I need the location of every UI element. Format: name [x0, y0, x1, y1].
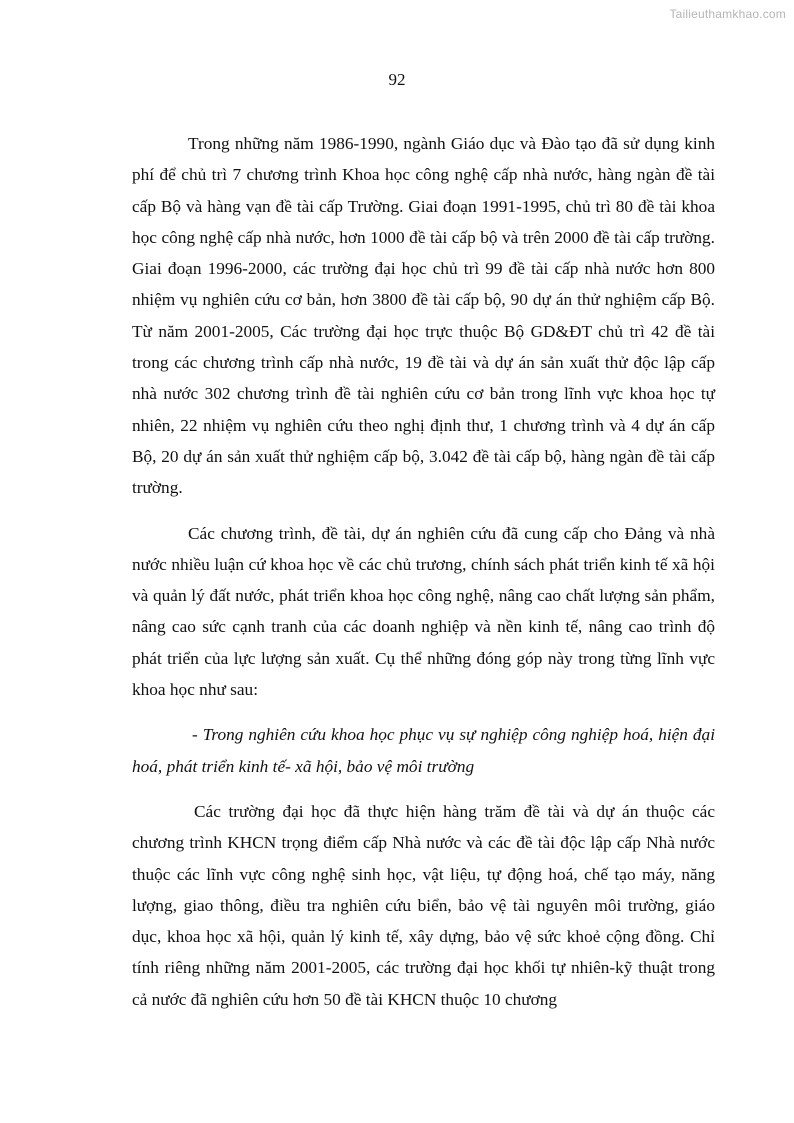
paragraph-1: Trong những năm 1986-1990, ngành Giáo dục và Đào tạo đã sử dụng kinh phí để chủ trì 7 chương trình Khoa học công nghệ cấp nhà nước, hàng ngàn đề tài cấp Bộ và hàng vạn đề tài cấp Trường. Giai đoạn 1991-1995, chủ trì 80 đề tài khoa học công nghệ cấp nhà nước, hơn 1000 đề tài cấp bộ và trên 2000 đề tài cấp trường. Giai đoạn 1996-2000, các trường đại học chủ trì 99 đề tài cấp nhà nước hơn 800 nhiệm vụ nghiên cứu cơ bản, hơn 3800 đề tài cấp bộ, 90 dự án thử nghiệm cấp Bộ. Từ năm 2001-2005, Các trường đại học trực thuộc Bộ GD&ĐT chủ trì 42 đề tài trong các chương trình cấp nhà nước, 19 đề tài và dự án sản xuất thử độc lập cấp nhà nước 302 chương trình đề tài nghiên cứu cơ bản trong lĩnh vực khoa học tự nhiên, 22 nhiệm vụ nghiên cứu theo nghị định thư, 1 chương trình và 4 dự án cấp Bộ, 20 dự án sản xuất thử nghiệm cấp bộ, 3.042 đề tài cấp bộ, hàng ngàn đề tài cấp trường.	[132, 134, 715, 498]
page-number: 92	[388, 70, 406, 89]
section-heading: - Trong nghiên cứu khoa học phục vụ sự nghiệp công nghiệp hoá, hiện đại hoá, phát triển kinh tế- xã hội, bảo vệ môi trường	[132, 725, 715, 776]
document-body	[132, 128, 715, 1029]
watermark: Tailieuthamkhao.com	[669, 7, 786, 21]
paragraph-3: Các trường đại học đã thực hiện hàng trăm đề tài và dự án thuộc các chương trình KHCN trọng điểm cấp Nhà nước và các đề tài độc lập cấp Nhà nước thuộc các lĩnh vực công nghệ sinh học, vật liệu, tự động hoá, chế tạo máy, năng lượng, giao thông, điều tra nghiên cứu biển, bảo vệ tài nguyên môi trường, giáo dục, khoa học xã hội, quản lý kinh tế, xây dựng, bảo vệ sức khoẻ cộng đồng. Chỉ tính riêng những năm 2001-2005, các trường đại học khối tự nhiên-kỹ thuật trong cả nước đã nghiên cứu hơn 50 đề tài KHCN thuộc 10 chương	[132, 801, 715, 1009]
paragraph-2: Các chương trình, đề tài, dự án nghiên cứu đã cung cấp cho Đảng và nhà nước nhiều luận cứ khoa học về các chủ trương, chính sách phát triển kinh tế xã hội và quản lý đất nước, phát triển khoa học công nghệ, nâng cao chất lượng sản phẩm, nâng cao sức cạnh tranh của các doanh nghiệp và nền kinh tế, nâng cao trình độ phát triển của lực lượng sản xuất. Cụ thể những đóng góp này trong từng lĩnh vực khoa học như sau:	[132, 523, 715, 700]
